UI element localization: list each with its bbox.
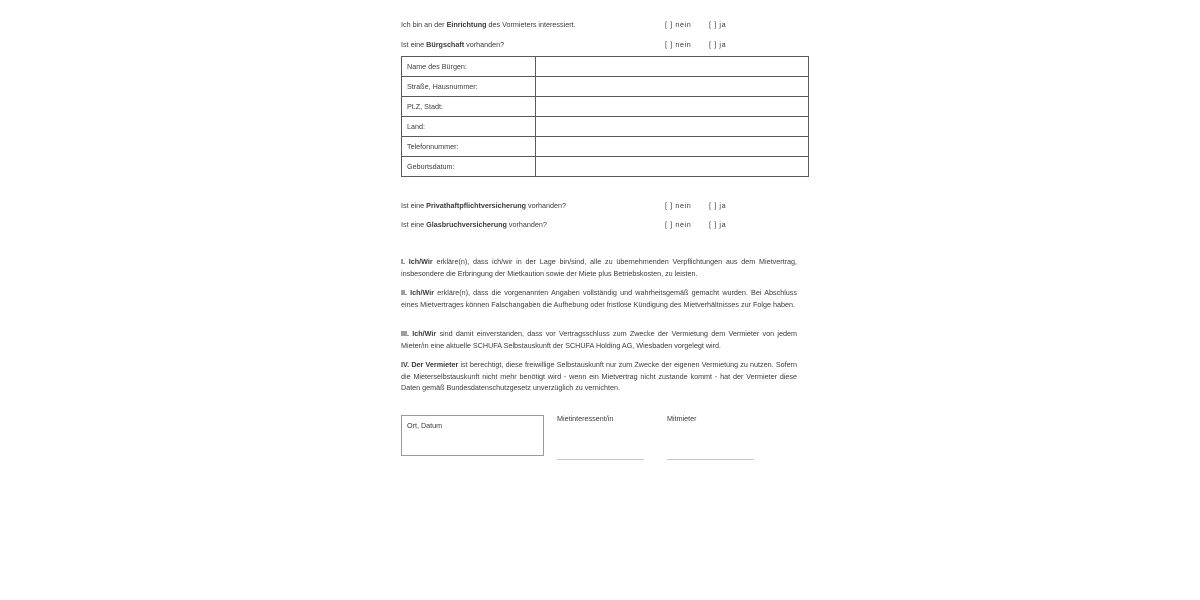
table-row bbox=[402, 97, 809, 117]
row-value-name[interactable] bbox=[536, 57, 809, 77]
declaration-numeral: IV. Der Vermieter bbox=[401, 360, 459, 369]
declaration-numeral: II. Ich/Wir bbox=[401, 288, 435, 297]
question-row-glasbruch bbox=[401, 218, 797, 232]
row-label-city: PLZ, Stadt: bbox=[402, 97, 536, 117]
tenant-signature-line[interactable] bbox=[557, 459, 644, 460]
table-row bbox=[402, 157, 809, 177]
declaration-paragraph-iii bbox=[401, 328, 797, 351]
question-text-after: vorhanden? bbox=[464, 40, 505, 49]
question-emphasis: Privathaftpflichtversicherung bbox=[426, 201, 527, 210]
declaration-numeral: III. Ich/Wir bbox=[401, 329, 437, 338]
row-label-country: Land: bbox=[402, 117, 536, 137]
row-label-street: Straße, Hausnummer: bbox=[402, 77, 536, 97]
checkbox-option-nein[interactable]: [ ] nein bbox=[665, 20, 692, 29]
question-emphasis: Einrichtung bbox=[446, 20, 487, 29]
form-page bbox=[401, 0, 797, 600]
declaration-body: ist berechtigt, diese freiwillige Selbstauskunft nur zum Zwecke der eigenen Vermietung zu nutzen. Sofern die Mieterselbstauskunft nicht mehr benötigt wird - wenn ein Mietvertrag nicht zustande kommt - hat der Vermieter diese Daten gemäß Bundesdatenschutzgesetz unverzüglich zu vernichten. bbox=[401, 360, 797, 393]
declaration-body: erkläre(n), dass die vorgenannten Angaben vollständig und wahrheitsgemäß gemacht wurden. Bei Abschluss eines Mietvertrages können Falschangaben die Aufhebung oder fristlose Kündigung des Mietverhältnisses zur Folge haben. bbox=[401, 288, 797, 309]
question-text-after: vorhanden? bbox=[526, 201, 566, 210]
row-value-city[interactable] bbox=[536, 97, 809, 117]
tenant-signature-label: Mietinteressent/in bbox=[557, 414, 614, 423]
table-row bbox=[402, 77, 809, 97]
question-text-after: vorhanden? bbox=[506, 220, 547, 229]
declaration-paragraph-iv bbox=[401, 359, 797, 394]
question-row-buergschaft bbox=[401, 38, 797, 52]
checkbox-option-ja[interactable]: [ ] ja bbox=[709, 40, 727, 49]
declaration-body: sind damit einverstanden, dass vor Vertragsschluss zum Zwecke der Vermietung dem Vermieter von jedem Mieter/in eine aktuelle SCHUFA Selbstauskunft der SCHUFA Holding AG, Wiesbaden vorgelegt wird. bbox=[401, 329, 797, 350]
question-label-vormieter-einrichtung bbox=[401, 18, 576, 32]
question-label-privathaftpflicht bbox=[401, 199, 566, 213]
question-text-before: Ich bin an der bbox=[401, 20, 447, 29]
checkbox-option-ja[interactable]: [ ] ja bbox=[709, 20, 727, 29]
question-text-before: Ist eine bbox=[401, 40, 427, 49]
checkbox-option-nein[interactable]: [ ] nein bbox=[665, 201, 692, 210]
question-text-before: Ist eine bbox=[401, 201, 427, 210]
row-value-country[interactable] bbox=[536, 117, 809, 137]
table-row bbox=[402, 137, 809, 157]
table-row bbox=[402, 117, 809, 137]
declaration-paragraph-i bbox=[401, 256, 797, 279]
question-text-before: Ist eine bbox=[401, 220, 427, 229]
place-date-box[interactable] bbox=[401, 415, 544, 456]
checkbox-option-nein[interactable]: [ ] nein bbox=[665, 40, 692, 49]
checkbox-option-ja[interactable]: [ ] ja bbox=[709, 201, 727, 210]
declaration-body: erkläre(n), dass ich/wir in der Lage bin/sind, alle zu übernehmenden Verpflichtungen aus dem Mietvertrag, insbesondere die Erbringung der Mietkaution sowie der Miete plus Betriebskosten, zu leisten. bbox=[401, 257, 797, 278]
checkbox-option-ja[interactable]: [ ] ja bbox=[709, 220, 727, 229]
question-text-after: des Vormieters interessiert. bbox=[486, 20, 576, 29]
cotenant-signature-line[interactable] bbox=[667, 459, 754, 460]
place-date-label: Ort, Datum bbox=[407, 421, 443, 430]
declaration-numeral: I. Ich/Wir bbox=[401, 257, 433, 266]
question-emphasis: Bürgschaft bbox=[426, 40, 465, 49]
question-row-vormieter-einrichtung bbox=[401, 18, 797, 32]
row-label-birthdate: Geburtsdatum: bbox=[402, 157, 536, 177]
question-label-glasbruch bbox=[401, 218, 547, 232]
checkbox-option-nein[interactable]: [ ] nein bbox=[665, 220, 692, 229]
row-value-street[interactable] bbox=[536, 77, 809, 97]
question-row-privathaftpflicht bbox=[401, 199, 797, 213]
row-value-birthdate[interactable] bbox=[536, 157, 809, 177]
question-label-buergschaft bbox=[401, 38, 504, 52]
row-value-phone[interactable] bbox=[536, 137, 809, 157]
declaration-paragraph-ii bbox=[401, 287, 797, 310]
row-label-name: Name des Bürgen: bbox=[402, 57, 536, 77]
cotenant-signature-label: Mitmieter bbox=[667, 414, 697, 423]
row-label-phone: Telefonnummer: bbox=[402, 137, 536, 157]
question-emphasis: Glasbruchversicherung bbox=[426, 220, 507, 229]
guarantor-table bbox=[401, 56, 809, 177]
table-row bbox=[402, 57, 809, 77]
